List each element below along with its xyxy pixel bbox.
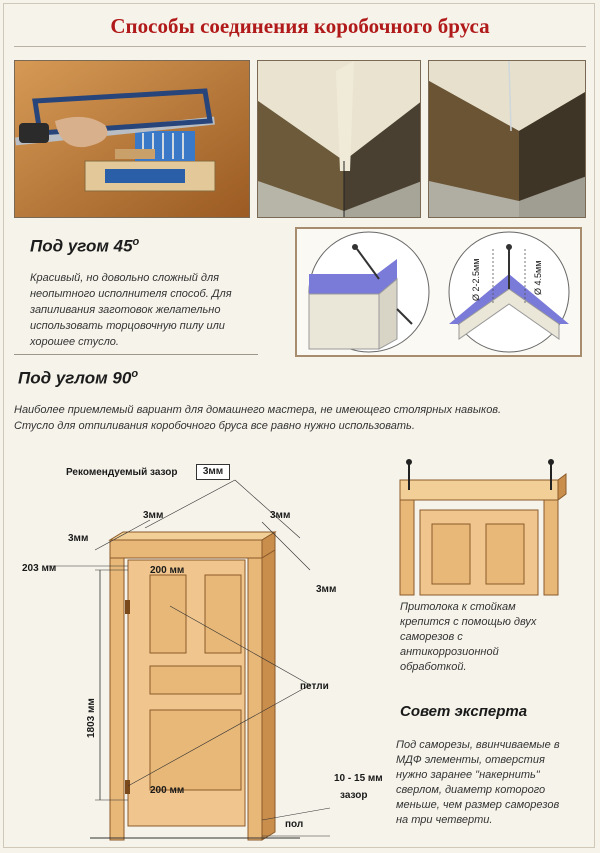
expert-heading: Совет эксперта <box>400 703 528 720</box>
heading-90-degree: о <box>131 368 139 380</box>
expert-text <box>396 738 591 828</box>
label-gap-right: 3мм <box>316 584 337 595</box>
label-bottom-gap-value: 10 - 15 мм <box>334 773 383 784</box>
text-90-line: Наиболее приемлемый вариант для домашнего мастера, не имеющего столярных навыков. <box>14 404 502 416</box>
label-gap-left: 3мм <box>68 533 89 544</box>
title-divider <box>14 46 586 47</box>
expert-text-line: нужно заранее "накернить" <box>396 769 540 781</box>
page-title: Способы соединения коробочного бруса <box>110 14 490 38</box>
label-floor: пол <box>285 819 304 830</box>
divider-45 <box>14 354 258 355</box>
label-203: 203 мм <box>22 563 57 574</box>
heading-45-text: Под угом 45 <box>30 236 133 256</box>
label-1803: 1803 мм <box>86 698 97 738</box>
lintel-note-line: саморезов с <box>400 631 463 643</box>
expert-text-line: сверлом, диаметр которого <box>396 784 546 796</box>
text-90 <box>14 402 589 434</box>
label-gap-value: 3мм <box>196 464 230 480</box>
label-200-top: 200 мм <box>150 565 185 576</box>
photo-mitre-saw <box>14 60 250 218</box>
text-45-line: запиливания заготовок желательно <box>30 304 221 316</box>
label-hinges: петли <box>300 681 329 692</box>
lintel-note-line: крепится с помощью двух <box>400 616 537 628</box>
label-gap-left-top: 3мм <box>143 510 164 521</box>
inset-screw-diagram <box>295 227 582 357</box>
heading-45 <box>30 236 139 257</box>
lintel-note <box>400 600 585 675</box>
expert-text-line: Под саморезы, ввинчиваемые в <box>396 739 560 751</box>
photo-90-joint <box>428 60 586 218</box>
expert-text-line: меньше, чем размер саморезов <box>396 799 560 811</box>
expert-text-line: на три четверти. <box>396 814 493 826</box>
lintel-note-line: антикоррозионной <box>400 646 499 658</box>
inset-diameter-small: Ø 2-2.5мм <box>471 258 481 301</box>
heading-90-text: Под углом 90 <box>18 368 132 388</box>
lintel-note-line: обработкой. <box>400 661 467 673</box>
text-45-line: Красивый, но довольно сложный для <box>30 272 220 284</box>
text-45-line: хорошее стусло. <box>30 336 119 348</box>
label-recommended-gap: Рекомендуемый зазор <box>66 467 178 478</box>
inset-diameter-large: Ø 4.5мм <box>533 260 543 295</box>
label-gap-right-top: 3мм <box>270 510 291 521</box>
text-90-line: Стусло для отпиливания коробочного бруса все равно нужно использовать. <box>14 420 415 432</box>
heading-90 <box>18 368 138 389</box>
heading-45-degree: о <box>132 236 140 248</box>
text-45-line: использовать торцовочную пилу или <box>30 320 225 332</box>
label-bottom-gap: зазор <box>340 790 368 801</box>
photo-45-joint <box>257 60 421 218</box>
text-45-line: неопытного исполнителя способ. Для <box>30 288 232 300</box>
lintel-note-line: Притолока к стойкам <box>400 601 516 613</box>
label-200-bottom: 200 мм <box>150 785 185 796</box>
expert-text-line: МДФ элементы, отверстия <box>396 754 545 766</box>
text-45 <box>30 270 285 350</box>
